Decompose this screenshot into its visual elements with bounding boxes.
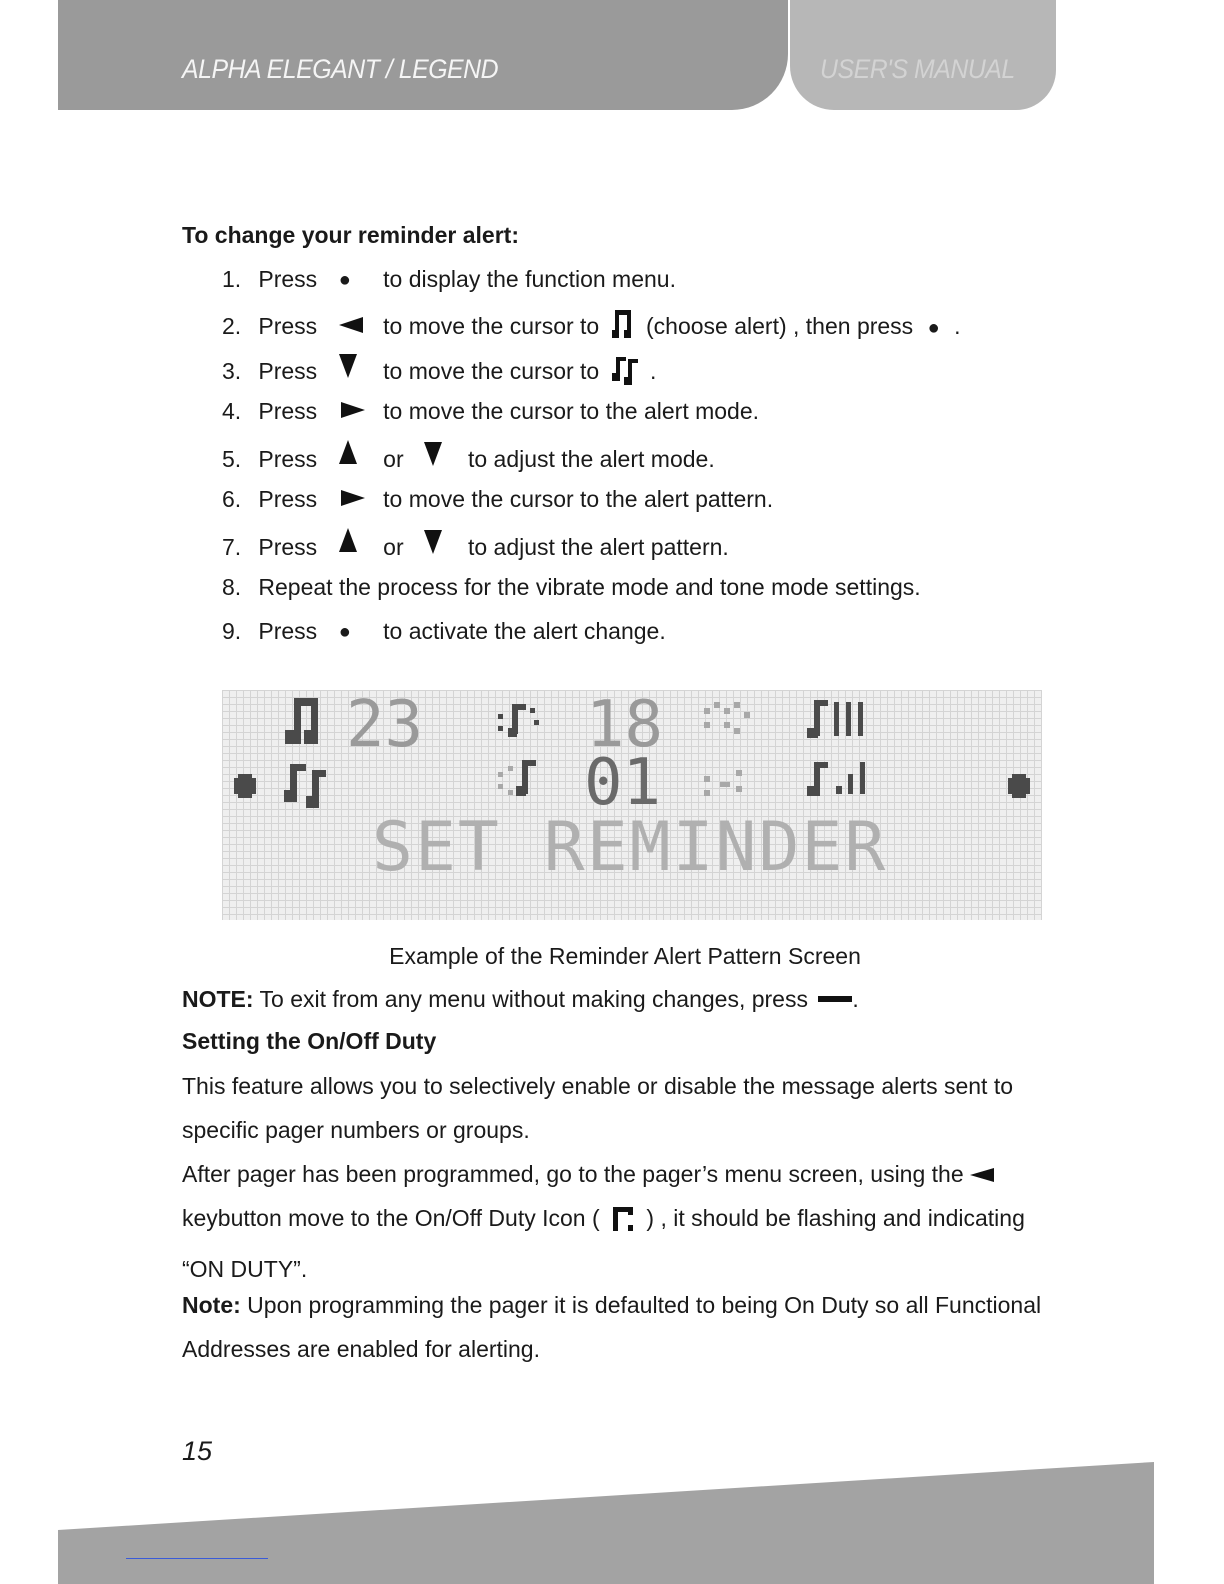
duty-paragraph: This feature allows you to selectively enable or disable the message alerts sent to specific pager numbers or groups. bbox=[182, 1073, 1013, 1143]
step-1 bbox=[222, 264, 960, 308]
step-text: to display the function menu. bbox=[383, 266, 676, 292]
step-verb: Press bbox=[258, 313, 318, 339]
up-arrow-icon bbox=[339, 440, 377, 475]
step-8 bbox=[222, 572, 960, 616]
down-arrow-icon bbox=[339, 352, 377, 387]
duty-instructions bbox=[182, 1152, 1072, 1291]
reminder-alert-icon bbox=[612, 353, 638, 392]
step-number: 5. bbox=[222, 446, 242, 472]
step-verb: Press bbox=[258, 358, 318, 384]
on-off-duty-icon bbox=[612, 1203, 634, 1247]
up-arrow-icon bbox=[339, 528, 377, 563]
lcd-row1-number: 23 bbox=[346, 690, 424, 762]
step-or: or bbox=[383, 446, 404, 472]
step-text: to move the cursor to the alert mode. bbox=[383, 398, 760, 424]
down-arrow-icon bbox=[424, 440, 462, 475]
vibrate-pattern-note-icon bbox=[516, 760, 536, 796]
step-number: 6. bbox=[222, 486, 242, 512]
footer-band bbox=[0, 1440, 1224, 1584]
duty-text: keybutton move to the On/Off Duty Icon ( bbox=[182, 1205, 600, 1231]
step-text: to move the cursor to the alert pattern. bbox=[383, 486, 774, 512]
step-9 bbox=[222, 616, 960, 660]
alert-level-icon bbox=[807, 762, 865, 796]
section-heading: To change your reminder alert: bbox=[182, 222, 519, 248]
step-verb: Press bbox=[258, 534, 318, 560]
choose-alert-icon bbox=[285, 698, 318, 744]
left-arrow-icon bbox=[970, 1152, 994, 1196]
dash-button-icon bbox=[818, 996, 852, 1002]
step-number: 9. bbox=[222, 618, 242, 644]
lcd-row2-pattern-number: 01 bbox=[584, 746, 662, 820]
reminder-alert-icon bbox=[284, 764, 326, 808]
footer-link-underline bbox=[126, 1558, 268, 1559]
step-2 bbox=[222, 308, 960, 352]
step-verb: Press bbox=[258, 398, 318, 424]
step-text: to activate the alert change. bbox=[383, 618, 666, 644]
circle-button-icon: ● bbox=[927, 317, 940, 339]
step-5 bbox=[222, 440, 960, 484]
step-3 bbox=[222, 352, 960, 396]
note-label: NOTE: bbox=[182, 986, 254, 1012]
lcd-message: SET REMINDER bbox=[372, 808, 888, 887]
step-verb: Press bbox=[258, 618, 318, 644]
steps-list bbox=[222, 264, 960, 660]
lcd-screen bbox=[222, 690, 1042, 920]
left-arrow-icon bbox=[339, 312, 377, 342]
choose-alert-icon bbox=[612, 308, 634, 347]
right-arrow-icon bbox=[339, 397, 377, 427]
step-text: to move the cursor to bbox=[383, 358, 600, 384]
step-4 bbox=[222, 396, 960, 440]
step-number: 4. bbox=[222, 398, 242, 424]
step-text: to adjust the alert mode. bbox=[467, 446, 715, 472]
right-cursor-icon bbox=[1008, 774, 1030, 798]
step-or: or bbox=[383, 534, 404, 560]
lcd-graphic bbox=[222, 690, 1042, 920]
duty-text: After pager has been programmed, go to the pager’s menu screen, using the bbox=[182, 1161, 964, 1187]
note-line bbox=[182, 986, 859, 1013]
step-text: (choose alert) , then press bbox=[646, 313, 914, 339]
duty-note bbox=[182, 1283, 1072, 1371]
step-text: to move the cursor to bbox=[383, 313, 600, 339]
alert-bars-icon bbox=[807, 700, 863, 738]
step-end: . bbox=[954, 313, 961, 339]
step-7 bbox=[222, 528, 960, 572]
step-verb: Press bbox=[258, 486, 318, 512]
down-arrow-icon bbox=[424, 528, 462, 563]
note-end: . bbox=[852, 986, 859, 1012]
left-cursor-icon bbox=[234, 774, 256, 798]
tone-alert-icon bbox=[704, 702, 750, 734]
step-verb: Press bbox=[258, 446, 318, 472]
step-number: 8. bbox=[222, 574, 242, 600]
note-text: To exit from any menu without making changes, press bbox=[259, 986, 808, 1012]
vibrate-pattern-icon bbox=[498, 766, 513, 795]
right-arrow-icon bbox=[339, 485, 377, 515]
duty-heading: Setting the On/Off Duty bbox=[182, 1028, 437, 1054]
step-number: 1. bbox=[222, 266, 242, 292]
duty-note-text: Upon programming the pager it is defaulted to being On Duty so all Functional Addresses are enabled for alerting. bbox=[182, 1292, 1042, 1362]
step-6 bbox=[222, 484, 960, 528]
lcd-row1-pattern-number: 18 bbox=[586, 690, 664, 762]
step-end: . bbox=[650, 358, 657, 384]
circle-button-icon: ● bbox=[338, 269, 351, 291]
vibrate-alert-icon bbox=[498, 704, 539, 737]
step-number: 3. bbox=[222, 358, 242, 384]
manual-tab-label: USER'S MANUAL bbox=[820, 54, 1015, 84]
circle-button-icon: ● bbox=[338, 621, 351, 643]
figure-caption: Example of the Reminder Alert Pattern Screen bbox=[389, 943, 861, 969]
page-number: 15 bbox=[182, 1436, 213, 1466]
duty-text: ) , it should be flashing and indicating “ON DUTY”. bbox=[182, 1205, 1025, 1282]
tone-pattern-icon bbox=[704, 770, 742, 796]
step-verb: Press bbox=[258, 266, 318, 292]
step-number: 2. bbox=[222, 313, 242, 339]
step-number: 7. bbox=[222, 534, 242, 560]
manual-title: ALPHA ELEGANT / LEGEND bbox=[182, 54, 499, 84]
step-text: Repeat the process for the vibrate mode and tone mode settings. bbox=[258, 574, 921, 600]
duty-note-label: Note: bbox=[182, 1292, 241, 1318]
step-text: to adjust the alert pattern. bbox=[467, 534, 729, 560]
